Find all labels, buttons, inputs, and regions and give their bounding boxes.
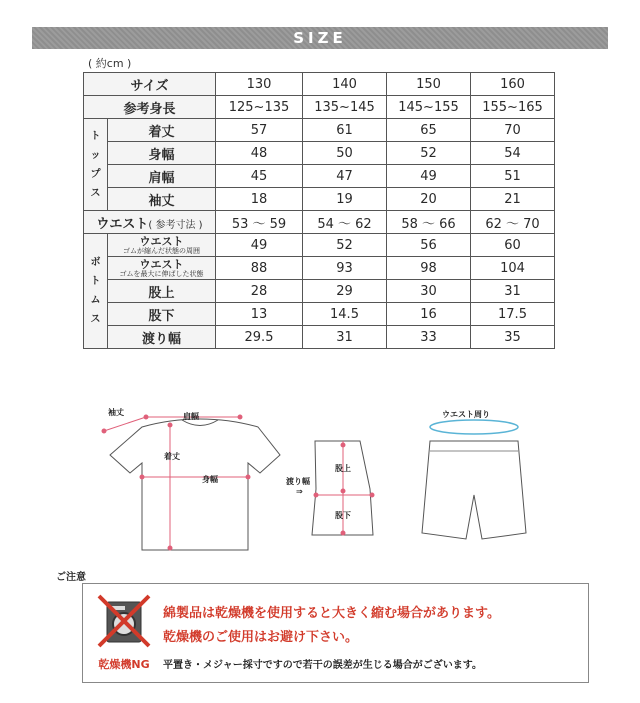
thigh-arrow: ⇒: [296, 487, 303, 496]
table-cell: 50: [303, 142, 387, 165]
rise-label: 股上: [335, 464, 351, 473]
group-char: ス: [90, 314, 101, 325]
group-char: ボ: [90, 257, 101, 268]
table-cell: 53 ～ 59: [216, 211, 303, 234]
table-row: [84, 326, 555, 349]
table-cell: 14.5: [303, 303, 387, 326]
table-row: [84, 142, 555, 165]
row-label-sub: ゴムを最大に伸ばした状態: [119, 269, 204, 278]
size-table: [83, 72, 555, 349]
measurement-note: 平置き・メジャー採寸ですので若干の誤差が生じる場合がございます。: [163, 660, 482, 671]
table-cell: 48: [216, 142, 303, 165]
table-cell: 17.5: [471, 303, 555, 326]
table-cell: 29.5: [216, 326, 303, 349]
table-cell: 57: [216, 119, 303, 142]
table-cell: 104: [471, 257, 555, 280]
row-label-sub: ( 参考寸法 ): [148, 219, 203, 231]
tshirt-illustration: [110, 419, 280, 550]
table-cell: 29: [303, 280, 387, 303]
body-width-label: 身幅: [202, 475, 218, 484]
table-cell: 88: [216, 257, 303, 280]
table-row: [84, 119, 555, 142]
size-header-label: サイズ: [84, 73, 216, 96]
table-cell: 61: [303, 119, 387, 142]
warning-line-2: 乾燥機のご使用はお避け下さい。: [163, 630, 359, 645]
table-cell: 56: [387, 234, 471, 257]
table-cell: 31: [303, 326, 387, 349]
row-label: 股下: [108, 303, 216, 326]
group-char: ス: [90, 187, 101, 199]
row-label: ウエスト: [96, 216, 149, 232]
size-header-cell: 140: [303, 73, 387, 96]
table-cell: 54 ～ 62: [303, 211, 387, 234]
table-header-row: [84, 73, 555, 96]
table-cell: 20: [387, 188, 471, 211]
table-cell: 13: [216, 303, 303, 326]
row-label: 身幅: [108, 142, 216, 165]
table-cell: 18: [216, 188, 303, 211]
size-header-cell: 150: [387, 73, 471, 96]
shorts-front-illustration: [422, 441, 526, 539]
row-label: 股上: [108, 280, 216, 303]
row-label: 袖丈: [108, 188, 216, 211]
length-label: 着丈: [164, 452, 180, 461]
row-label: 参考身長: [84, 96, 216, 119]
table-cell: 21: [471, 188, 555, 211]
table-cell: 135~145: [303, 96, 387, 119]
table-row: [84, 303, 555, 326]
table-cell: 19: [303, 188, 387, 211]
table-cell: 155~165: [471, 96, 555, 119]
sleeve-label: 袖丈: [108, 408, 124, 417]
table-cell: 54: [471, 142, 555, 165]
table-cell: 33: [387, 326, 471, 349]
table-cell: 52: [303, 234, 387, 257]
notes-title: ご注意: [56, 572, 86, 583]
size-header-cell: 160: [471, 73, 555, 96]
waist-around-label: ウエスト周り: [442, 410, 490, 419]
notice-box: [82, 583, 589, 683]
group-char: ム: [90, 295, 101, 306]
group-char: ト: [90, 130, 101, 142]
table-row: [84, 280, 555, 303]
table-cell: 35: [471, 326, 555, 349]
group-char: プ: [90, 168, 101, 180]
table-cell: 70: [471, 119, 555, 142]
table-row: [84, 211, 555, 234]
table-cell: 16: [387, 303, 471, 326]
row-label-main: ウエスト: [139, 234, 184, 248]
table-cell: 52: [387, 142, 471, 165]
row-label-sub: ゴムが縮んだ状態の周囲: [123, 246, 200, 255]
dryer-ng-icon: [93, 592, 153, 650]
table-row: [84, 257, 555, 280]
table-row: [84, 96, 555, 119]
table-cell: 60: [471, 234, 555, 257]
shoulder-label: 肩幅: [183, 412, 199, 421]
measurement-diagram: [90, 405, 560, 555]
table-cell: 49: [216, 234, 303, 257]
table-cell: 30: [387, 280, 471, 303]
table-row: [84, 234, 555, 257]
table-cell: 45: [216, 165, 303, 188]
table-cell: 98: [387, 257, 471, 280]
table-cell: 51: [471, 165, 555, 188]
waist-ref-label: [84, 211, 216, 234]
table-cell: 145~155: [387, 96, 471, 119]
warning-line-1: 綿製品は乾燥機を使用すると大きく縮む場合があります。: [163, 606, 500, 621]
table-cell: 47: [303, 165, 387, 188]
table-cell: 93: [303, 257, 387, 280]
table-row: [84, 165, 555, 188]
table-cell: 49: [387, 165, 471, 188]
bottoms-group-label: [84, 234, 108, 349]
thigh-label: 渡り幅: [286, 477, 310, 486]
row-label: [108, 257, 216, 280]
table-row: [84, 188, 555, 211]
table-cell: 62 ～ 70: [471, 211, 555, 234]
row-label: 肩幅: [108, 165, 216, 188]
inseam-label: 股下: [335, 511, 351, 520]
table-cell: 31: [471, 280, 555, 303]
size-banner: [32, 27, 608, 49]
unit-note: ( 約cm ): [88, 57, 132, 70]
table-cell: 28: [216, 280, 303, 303]
waist-around-ring: [430, 420, 518, 434]
table-cell: 65: [387, 119, 471, 142]
banner-title: SIZE: [293, 29, 347, 47]
group-char: ッ: [90, 149, 101, 161]
row-label: 着丈: [108, 119, 216, 142]
size-header-cell: 130: [216, 73, 303, 96]
row-label: [108, 234, 216, 257]
table-cell: 58 ～ 66: [387, 211, 471, 234]
table-cell: 125~135: [216, 96, 303, 119]
group-char: ト: [90, 276, 101, 287]
row-label-main: ウエスト: [139, 257, 184, 271]
tops-group-label: [84, 119, 108, 211]
dryer-ng-label: 乾燥機NG: [98, 658, 150, 671]
row-label: 渡り幅: [108, 326, 216, 349]
